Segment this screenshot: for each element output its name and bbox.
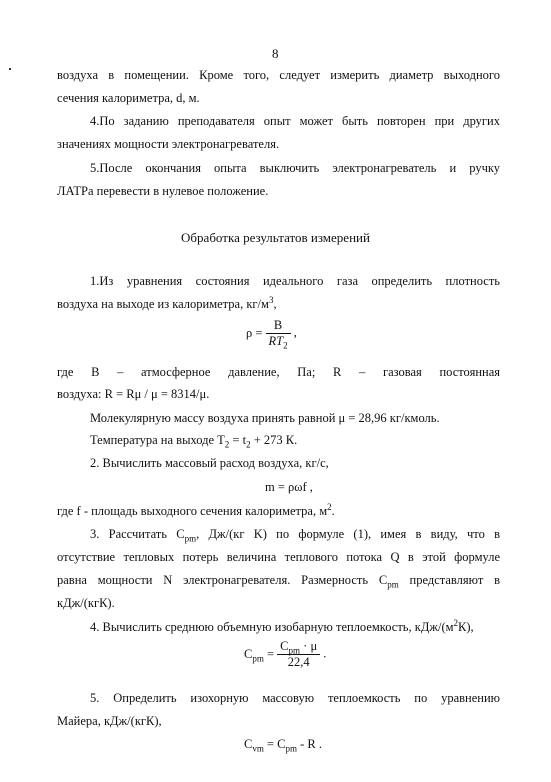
text-line: 4. Вычислить среднюю объемную изобарную теплоемкость, кДж/$(м^2К)$,	[90, 617, 474, 634]
text-line: воздуха в помещении. Кроме того, следует измерить диаметр выходного	[57, 68, 500, 82]
page-number: 8	[272, 46, 279, 61]
text-line: где f - площадь выходного сечения калориметра, $м^2$.	[57, 501, 335, 518]
mass-flow-formula: m = ρωf ,	[265, 480, 313, 494]
text-line: 4.По заданию преподавателя опыт может быть повторен при других	[90, 114, 500, 128]
text-line: отсутствие тепловых потерь величина теплового потока Q в этой формуле	[57, 550, 500, 564]
text-line: 5. Определить изохорную массовую теплоемкость по уравнению	[90, 691, 500, 705]
text-line: Майера, кДж/(кгК),	[57, 714, 162, 728]
text-line: Температура на выходе $T_2 = t_2 + 273$ К.	[90, 433, 298, 450]
mayer-formula: $C_{vm} = C_{pm} - R$ .	[244, 737, 323, 754]
text-line: кДж/(кгК).	[57, 596, 115, 610]
text-line: 3. Рассчитать $C_{рm}$, Дж/(кг K) по формуле (1), имея в виду, что в	[90, 527, 501, 544]
text-line: где В – атмосферное давление, Па; R – газовая постоянная	[57, 365, 500, 379]
density-formula: ρ = $\frac{B}{RT_2}$ ,	[246, 318, 297, 351]
fraction: $\frac{B}{RT_2}$	[266, 318, 291, 349]
text-line: Молекулярную массу воздуха принять равной μ = 28,96 кг/кмоль.	[90, 411, 440, 425]
text-line: сечения калориметра, d, м.	[57, 91, 200, 105]
text-line: воздуха: R = Rμ / μ = 8314/μ.	[57, 387, 210, 401]
text-line: 2. Вычислить массовый расход воздуха, кг/с,	[90, 456, 329, 470]
text-line: равна мощности N электронагревателя. Размерность $C_{pm}$ представляют в	[57, 573, 500, 590]
volumetric-heat-capacity-formula: $C_{рm}$ = $\frac{C_{pm} \cdot \mu}{22,4}$ .	[244, 639, 327, 669]
section-heading: Обработка результатов измерений	[181, 230, 370, 245]
text-line: 5.После окончания опыта выключить электронагреватель и ручку	[90, 161, 500, 175]
fraction: $\frac{C_{pm} \cdot \mu}{22,4}$	[277, 639, 320, 670]
text-line: значениях мощности электронагревателя.	[57, 137, 280, 151]
text-line: 1.Из уравнения состояния идеального газа определить плотность	[90, 274, 500, 288]
scan-speck	[9, 68, 11, 70]
text-line: ЛАТРа перевести в нулевое положение.	[57, 184, 269, 198]
text-line: воздуха на выходе из калориметра, $кг/м^3$,	[57, 294, 277, 311]
